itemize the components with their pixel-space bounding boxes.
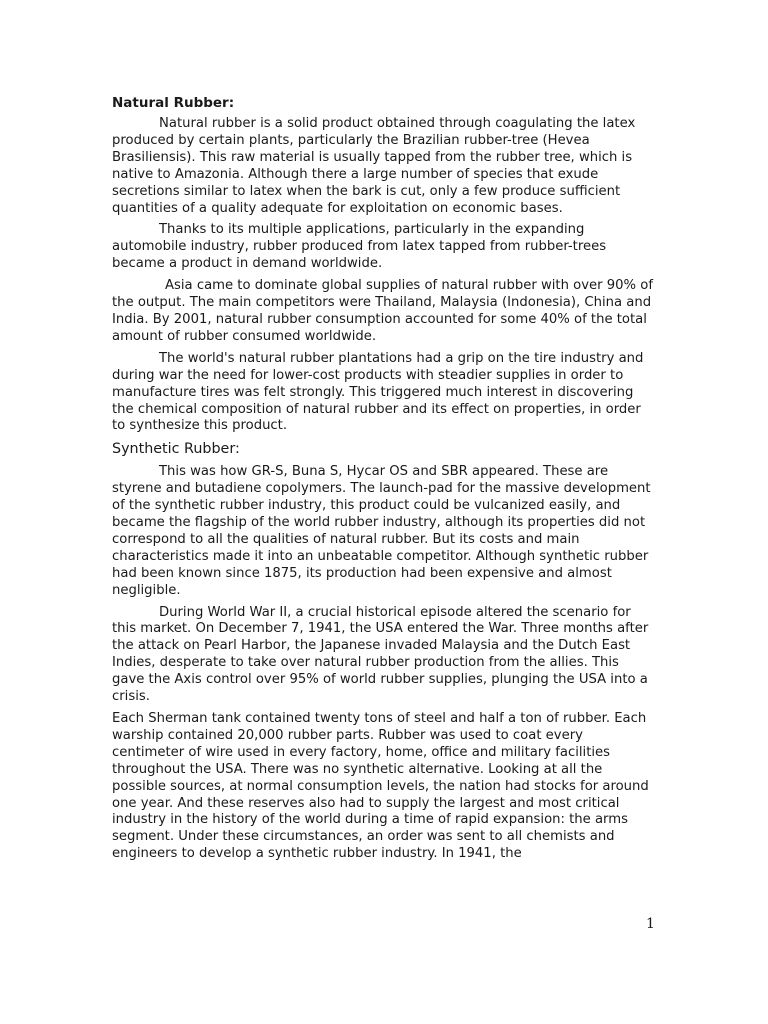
paragraph-asia-supplies: Asia came to dominate global supplies of natural rubber with over 90% of the output. The main competitors were Thailand, Malaysia (Indonesia), China and India. By 2001, natural rubber consumption accounted for some 40% of the total amount of rubber consumed worldwide. [112,278,653,344]
document-body [112,95,654,868]
paragraph-plantations: The world's natural rubber plantations had a grip on the tire industry and during war the need for lower-cost products with steadier supplies in order to manufacture tires was felt strongly. This triggered much interest in discovering the chemical composition of natural rubber and its effect on properties, in order to synthesize this product. [112,350,644,434]
heading-natural-rubber: Natural Rubber: [112,95,235,111]
paragraph-natural-rubber-intro: Natural rubber is a solid product obtained through coagulating the latex produced by certain plants, particularly the Brazilian rubber-tree (Hevea Brasiliensis). This raw material is usually tapped from the rubber tree, which is native to Amazonia. Although there a large number of species that exude secretions similar to latex when the bark is cut, only a few produce sufficient quantities of a quality adequate for exploitation on economic bases. [112,116,636,216]
paragraph-applications: Thanks to its multiple applications, particularly in the expanding automobile industry, rubber produced from latex tapped from rubber-trees became a product in demand worldwide. [112,222,607,272]
paragraph-copolymers: This was how GR-S, Buna S, Hycar OS and SBR appeared. These are styrene and butadiene copolymers. The launch-pad for the massive development of the synthetic rubber industry, this product could be vulcanized easily, and became the flagship of the world rubber industry, although its properties did not correspond to all the qualities of natural rubber. But its costs and main characteristics made it into an unbeatable competitor. Although synthetic rubber had been known since 1875, its production had been expensive and almost negligible. [112,464,651,598]
page-number: 1 [646,916,655,932]
paragraph-world-war-ii: During World War II, a crucial historical episode altered the scenario for this market. On December 7, 1941, the USA entered the War. Three months after the attack on Pearl Harbor, the Japanese invaded Malaysia and the Dutch East Indies, desperate to take over natural rubber production from the allies. This gave the Axis control over 95% of world rubber supplies, plunging the USA into a crisis. [112,604,649,705]
heading-synthetic-rubber: Synthetic Rubber: [112,441,240,458]
paragraph-sherman-tank: Each Sherman tank contained twenty tons of steel and half a ton of rubber. Each warship contained 20,000 rubber parts. Rubber was used to coat every centimeter of wire used in every factory, home, office and military facilities throughout the USA. There was no synthetic alternative. Looking at all the possible sources, at normal consumption levels, the nation had stocks for around one year. And these reserves also had to supply the largest and most critical industry in the history of the world during a time of rapid expansion: the arms segment. Under these circumstances, an order was sent to all chemists and engineers to develop a synthetic rubber industry. In 1941, the [112,711,649,862]
